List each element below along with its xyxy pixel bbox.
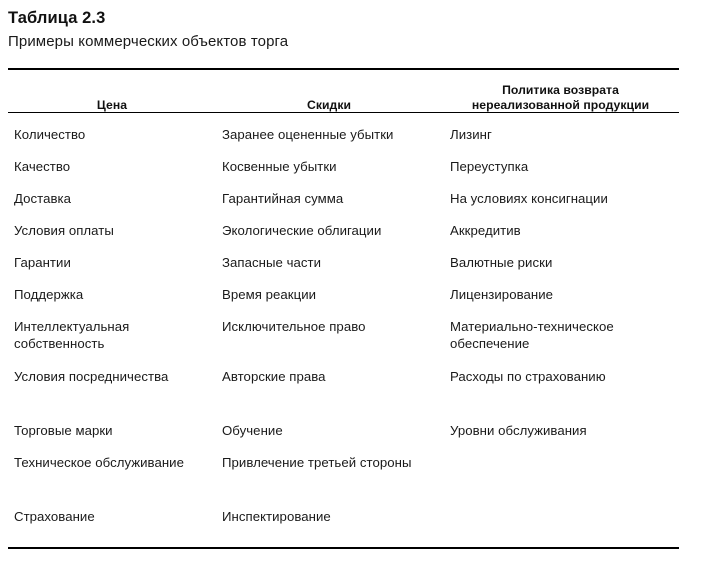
table-cell <box>8 392 216 414</box>
table-spacer-row <box>8 478 679 500</box>
table-number: Таблица 2.3 <box>8 9 106 27</box>
table-header-row <box>8 70 679 118</box>
table-cell <box>216 214 442 246</box>
table-cell-empty <box>442 392 679 393</box>
table-row <box>8 246 679 278</box>
table-cell <box>442 360 679 392</box>
table-cell <box>216 182 442 214</box>
table-cell <box>8 246 216 278</box>
table-cell <box>442 414 679 446</box>
table-cell <box>8 360 216 392</box>
table-cell <box>442 150 679 182</box>
table-cell-text: Уровни обслуживания <box>450 423 587 438</box>
table-cell <box>216 392 442 414</box>
column-header-discounts-line1: Скидки <box>306 97 352 112</box>
table-cell-text: На условиях консигнации <box>450 191 608 206</box>
table-cell-text: Гарантии <box>14 255 71 270</box>
table-cell <box>8 214 216 246</box>
table-cell-empty <box>216 392 442 393</box>
table-title: Примеры коммерческих объектов торга <box>8 33 289 50</box>
table-cell-text: Расходы по страхованию <box>450 369 606 384</box>
table-cell-empty <box>216 478 442 479</box>
column-header-price-line1: Цена <box>96 97 128 112</box>
table-cell-empty <box>8 392 216 393</box>
table-cell <box>216 414 442 446</box>
table-cell-text: Гарантийная сумма <box>222 191 344 206</box>
column-header-discounts <box>216 70 442 118</box>
table-cell-text: Переуступка <box>450 159 529 174</box>
table-cell-text: Запасные части <box>222 255 322 270</box>
table-cell-text: Инспектирование <box>222 509 331 524</box>
table-cell-text: Аккредитив <box>450 223 521 238</box>
table-body <box>8 118 679 532</box>
table-cell <box>442 446 679 478</box>
table-row <box>8 150 679 182</box>
table-cell-text: Страхование <box>14 509 95 524</box>
table-cell <box>442 478 679 500</box>
table-cell-text: Торговые марки <box>14 423 113 438</box>
table-cell-text: Качество <box>14 159 71 174</box>
table-cell-empty <box>8 478 216 479</box>
table-cell-text: Косвенные убытки <box>222 159 337 174</box>
table-cell-text: Валютные риски <box>450 255 553 270</box>
table-cell <box>216 118 442 150</box>
table-cell <box>8 446 216 478</box>
table-cell-text: Поддержка <box>14 287 84 302</box>
table-row <box>8 310 679 360</box>
table-cell <box>216 360 442 392</box>
table-cell-text: Время реакции <box>222 287 317 302</box>
column-header-return-policy-line1: Политика возврата <box>502 83 619 97</box>
table-cell <box>216 500 442 532</box>
table-cell <box>216 150 442 182</box>
table-cell-text: Заранее оцененные убытки <box>222 127 394 142</box>
column-header-return-policy-line2: нереализованной продукции <box>471 97 650 112</box>
table-cell <box>442 500 679 532</box>
data-table <box>8 70 679 532</box>
table-row <box>8 278 679 310</box>
table-cell <box>216 446 442 478</box>
table-cell-text: Техническое обслуживание <box>14 455 184 470</box>
table-cell-text: Исключительное право <box>222 319 366 334</box>
table-row <box>8 500 679 532</box>
table-caption <box>8 8 680 52</box>
table-row <box>8 360 679 392</box>
table-cell <box>8 414 216 446</box>
table-cell <box>442 214 679 246</box>
table-spacer-row <box>8 392 679 414</box>
table-cell-text: Лицензирование <box>450 287 553 302</box>
table-cell-empty <box>442 500 679 501</box>
table-cell <box>8 310 216 360</box>
column-header-return-policy <box>442 70 679 118</box>
table-row <box>8 118 679 150</box>
table-cell-empty <box>442 478 679 479</box>
table-header <box>8 70 679 118</box>
table-cell-text: Условия оплаты <box>14 223 114 238</box>
table-cell <box>216 246 442 278</box>
table-cell <box>8 150 216 182</box>
table-cell <box>8 500 216 532</box>
table-cell <box>8 118 216 150</box>
table-cell <box>442 278 679 310</box>
table-cell-text: Количество <box>14 127 86 142</box>
table-cell-text: Условия посредничества <box>14 369 169 384</box>
table-cell <box>216 278 442 310</box>
table-cell <box>8 478 216 500</box>
table-cell-text: Обучение <box>222 423 283 438</box>
table-row <box>8 446 679 478</box>
table-cell <box>216 478 442 500</box>
table-cell <box>442 246 679 278</box>
table-cell <box>216 310 442 360</box>
table-cell-text: Авторские права <box>222 369 326 384</box>
table-cell <box>442 182 679 214</box>
table-cell-text: Экологические облигации <box>222 223 382 238</box>
table-cell <box>442 310 679 360</box>
table-row <box>8 414 679 446</box>
table-cell <box>442 392 679 414</box>
table-cell <box>8 278 216 310</box>
table-cell <box>8 182 216 214</box>
table-cell-text: Материально-техническое обеспечение <box>450 319 614 351</box>
table-cell-text: Лизинг <box>450 127 492 142</box>
table-cell-text: Привлечение третьей стороны <box>222 455 412 470</box>
table-bottom-rule <box>8 547 679 549</box>
table-row <box>8 214 679 246</box>
table-cell-text: Доставка <box>14 191 72 206</box>
table-cell <box>442 118 679 150</box>
table-cell-text: Интеллектуальная собственность <box>14 319 130 351</box>
table-row <box>8 182 679 214</box>
column-header-price <box>8 70 216 118</box>
table-cell-empty <box>442 446 679 447</box>
